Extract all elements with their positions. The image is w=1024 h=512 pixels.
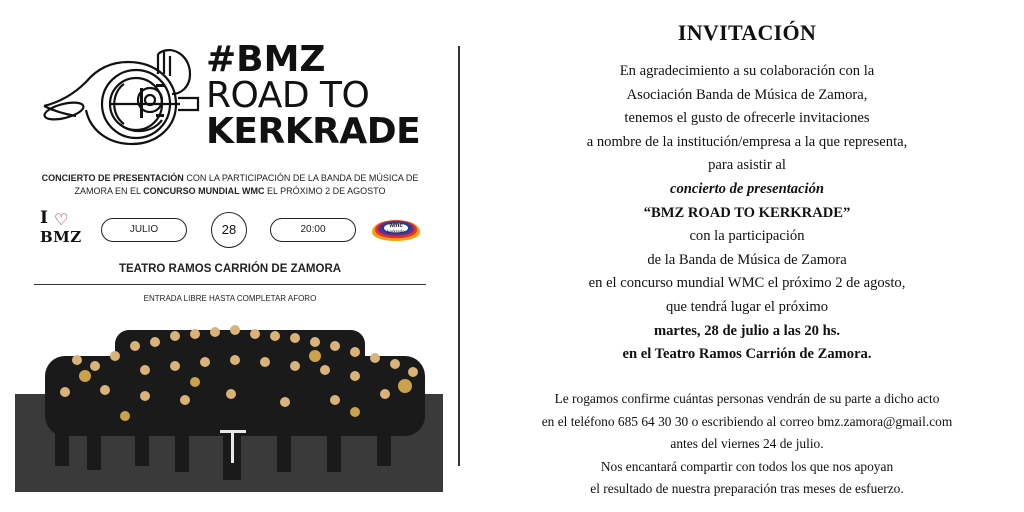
wmc-kerkrade-logo xyxy=(366,208,426,248)
body-line: con la participación xyxy=(689,228,805,245)
invitation-text xyxy=(480,0,1014,512)
concert-description xyxy=(34,172,426,198)
time-pill: 20:00 xyxy=(270,218,356,242)
body-line: para asistir al xyxy=(708,157,786,174)
divider xyxy=(34,284,426,285)
wmc-logo-line2: kerkrade xyxy=(387,229,405,234)
title-kerkrade: KERKRADE xyxy=(206,111,421,152)
desc-text-2: EL PRÓXIMO 2 DE AGOSTO xyxy=(264,186,386,196)
body-line: Asociación Banda de Música de Zamora, xyxy=(626,86,868,103)
poster xyxy=(0,0,460,512)
body-line: que tendrá lugar el próximo xyxy=(665,298,829,315)
invitation-footer xyxy=(480,388,1014,501)
ilove-i: I xyxy=(40,208,48,228)
desc-bold-2: CONCURSO MUNDIAL WMC xyxy=(143,186,265,196)
invitation-body xyxy=(480,60,1014,367)
hashtag-title: #BMZ xyxy=(206,39,326,80)
heart-icon: ♡ xyxy=(54,212,69,229)
body-line: En agradecimiento a su colaboración con la xyxy=(619,63,875,79)
body-line: en el concurso mundial WMC el próximo 2 de agosto, xyxy=(588,275,906,292)
body-line-date: martes, 28 de julio a las 20 hs. xyxy=(653,322,841,339)
footer-line: Le rogamos confirme cuántas personas vendrán de su parte a dicho acto xyxy=(554,391,940,406)
wmc-logo-line1: wmc xyxy=(389,223,403,229)
entry-note: ENTRADA LIBRE HASTA COMPLETAR AFORO xyxy=(143,294,317,303)
date-month-pill: JULIO xyxy=(101,218,187,242)
band-group-photo xyxy=(15,316,443,492)
ilove-bmz: BMZ xyxy=(40,228,82,246)
desc-text-1: CON LA PARTICIPACIÓN DE LA BANDA DE MÚSICA DE ZAMORA EN EL xyxy=(74,173,419,196)
body-line: de la Banda de Música de Zamora xyxy=(647,251,847,268)
footer-line-contact: en el teléfono 685 64 30 30 o escribiendo al correo bmz.zamora@gmail.com xyxy=(541,413,953,429)
body-line-venue: en el Teatro Ramos Carrión de Zamora. xyxy=(622,346,872,363)
title-road-to: ROAD TO xyxy=(206,75,370,116)
body-line-event-name: “BMZ ROAD TO KERKRADE” xyxy=(643,204,851,221)
vertical-divider xyxy=(458,46,460,466)
invitation-title: INVITACIÓN xyxy=(677,20,817,45)
body-line: tenemos el gusto de ofrecerle invitaciones xyxy=(624,110,870,127)
date-day-circle: 28 xyxy=(211,212,247,248)
desc-bold-1: CONCIERTO DE PRESENTACIÓN xyxy=(41,173,184,183)
french-horn-icon xyxy=(40,44,202,148)
body-line: a nombre de la institución/empresa a la que representa, xyxy=(586,133,908,150)
venue-name: TEATRO RAMOS CARRIÓN DE ZAMORA xyxy=(118,263,342,275)
footer-line: antes del viernes 24 de julio. xyxy=(670,436,824,452)
footer-line: Nos encantará compartir con todos los que nos apoyan xyxy=(600,458,894,474)
footer-line: el resultado de nuestra preparación tras meses de esfuerzo. xyxy=(590,481,904,497)
body-line-concert: concierto de presentación xyxy=(669,180,825,197)
i-love-bmz-logo xyxy=(38,208,86,248)
